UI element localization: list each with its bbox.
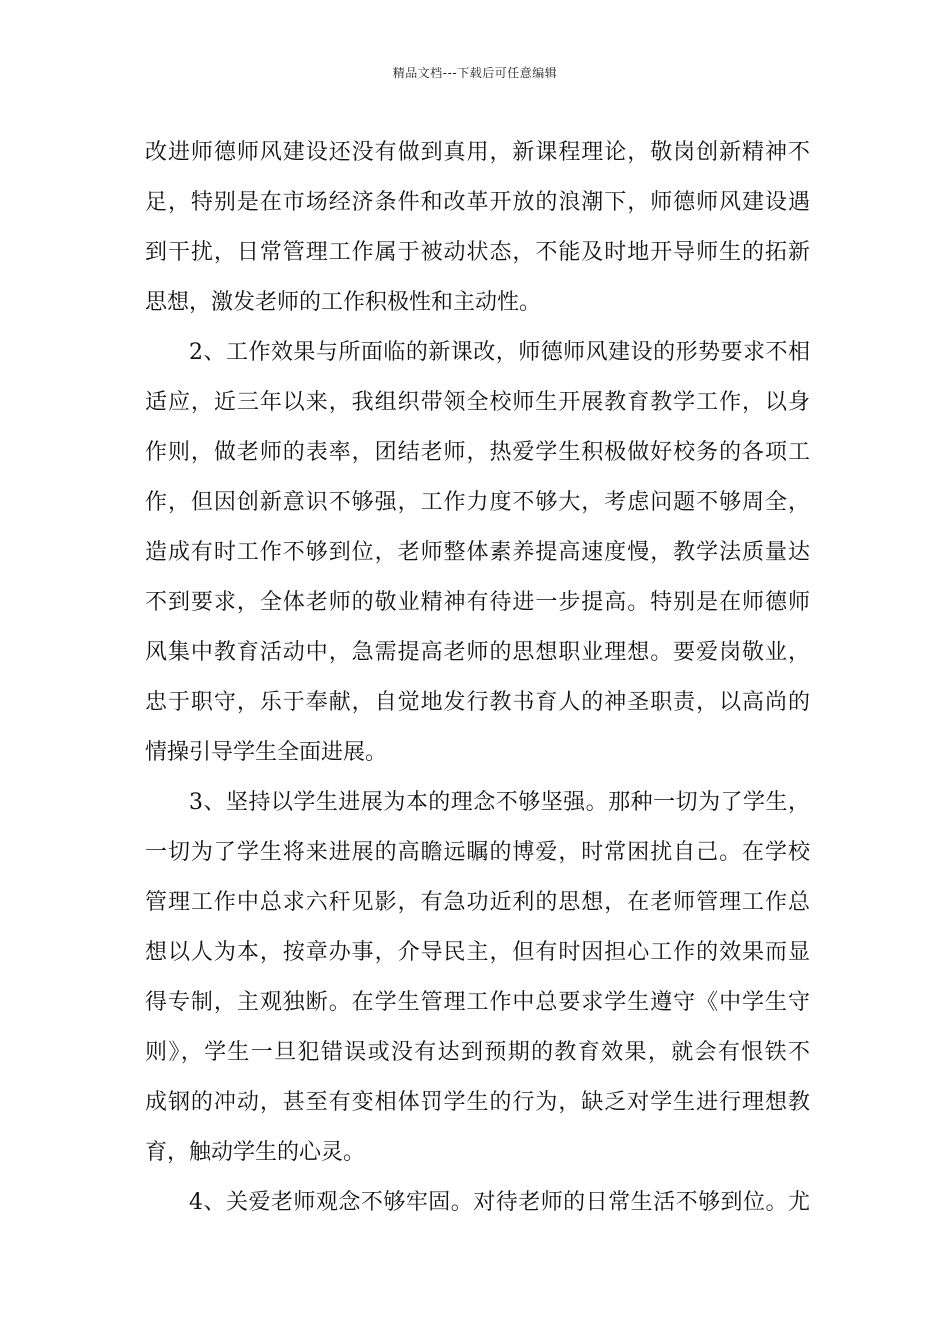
text-line: 作，但因创新意识不够强，工作力度不够大，考虑问题不够周全， [145, 490, 810, 515]
paragraph-2 [145, 328, 810, 778]
text-line: 作则，做老师的表率，团结老师，热爱学生积极做好校务的各项工 [145, 440, 810, 465]
text-line: 适应，近三年以来，我组织带领全校师生开展教育教学工作，以身 [145, 390, 810, 415]
text-line: 造成有时工作不够到位，老师整体素养提高速度慢，教学法质量达 [145, 540, 810, 565]
text-line: 想以人为本，按章办事，介导民主，但有时因担心工作的效果而显 [145, 940, 810, 965]
text-line: 情操引导学生全面进展。 [145, 740, 388, 765]
text-line: 不到要求，全体老师的敬业精神有待进一步提高。特别是在师德师 [145, 590, 810, 615]
text-line: 成钢的冲动，甚至有变相体罚学生的行为，缺乏对学生进行理想教 [145, 1090, 810, 1115]
text-line: 一切为了学生将来进展的高瞻远瞩的博爱，时常困扰自己。在学校 [145, 840, 810, 865]
text-line: 4、关爱老师观念不够牢固。对待老师的日常生活不够到位。尤 [189, 1190, 810, 1215]
text-line: 风集中教育活动中，急需提高老师的思想职业理想。要爱岗敬业， [145, 640, 810, 665]
page-header: 精品文档---下载后可任意编辑 [392, 66, 558, 80]
text-line: 到干扰，日常管理工作属于被动状态，不能及时地开导师生的拓新 [145, 240, 810, 265]
text-line: 思想，激发老师的工作积极性和主动性。 [145, 290, 542, 315]
document-body [145, 128, 810, 1228]
paragraph-4 [145, 1178, 810, 1228]
text-line: 改进师德师风建设还没有做到真用，新课程理论，敬岗创新精神不 [145, 140, 810, 165]
text-line: 则》，学生一旦犯错误或没有达到预期的教育效果，就会有恨铁不 [145, 1040, 810, 1065]
paragraph-3 [145, 778, 810, 1178]
text-line: 足，特别是在市场经济条件和改革开放的浪潮下，师德师风建设遇 [145, 190, 810, 215]
text-line: 育，触动学生的心灵。 [145, 1140, 366, 1165]
text-line: 得专制，主观独断。在学生管理工作中总要求学生遵守《中学生守 [145, 990, 810, 1015]
text-line: 3、坚持以学生进展为本的理念不够坚强。那种一切为了学生， [189, 790, 810, 815]
text-line: 管理工作中总求六秆见影，有急功近利的思想，在老师管理工作总 [145, 890, 810, 915]
text-line: 2、工作效果与所面临的新课改，师德师风建设的形势要求不相 [189, 340, 810, 365]
text-line: 忠于职守，乐于奉献，自觉地发行教书育人的神圣职责，以高尚的 [145, 690, 810, 715]
paragraph-1 [145, 128, 810, 328]
